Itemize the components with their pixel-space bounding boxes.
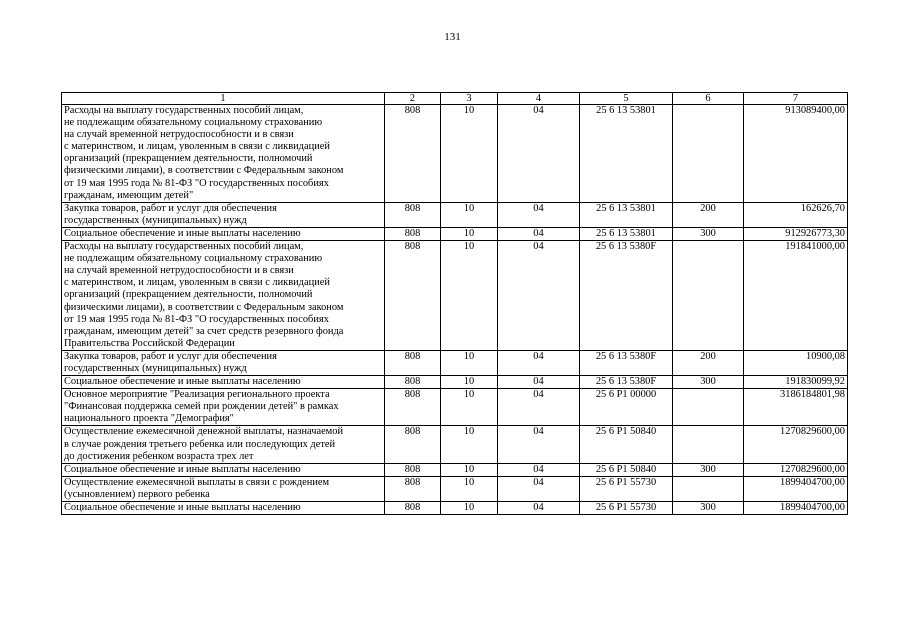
section-code: 10 xyxy=(441,350,498,375)
expense-type-code xyxy=(673,426,744,463)
ministry-code: 808 xyxy=(385,227,441,240)
column-header: 3 xyxy=(441,93,498,105)
amount-value: 912926773,30 xyxy=(744,227,848,240)
subsection-code: 04 xyxy=(498,476,580,501)
ministry-code: 808 xyxy=(385,426,441,463)
subsection-code: 04 xyxy=(498,350,580,375)
row-description: Социальное обеспечение и иные выплаты населению xyxy=(62,376,385,389)
expense-type-code xyxy=(673,476,744,501)
table-row xyxy=(62,376,848,389)
subsection-code: 04 xyxy=(498,389,580,426)
amount-value: 10900,08 xyxy=(744,350,848,375)
expense-type-code: 300 xyxy=(673,502,744,515)
column-header: 2 xyxy=(385,93,441,105)
expense-type-code xyxy=(673,389,744,426)
ministry-code: 808 xyxy=(385,389,441,426)
target-article-code: 25 6 P1 55730 xyxy=(580,476,673,501)
target-article-code: 25 6 P1 50840 xyxy=(580,426,673,463)
section-code: 10 xyxy=(441,376,498,389)
row-description: Закупка товаров, работ и услуг для обеспечения государственных (муниципальных) нужд xyxy=(62,350,385,375)
amount-value: 1899404700,00 xyxy=(744,502,848,515)
table-row xyxy=(62,476,848,501)
column-header: 7 xyxy=(744,93,848,105)
page-number: 131 xyxy=(444,31,461,43)
column-number-row xyxy=(62,93,848,105)
table-row xyxy=(62,463,848,476)
target-article-code: 25 6 13 53801 xyxy=(580,227,673,240)
amount-value: 1270829600,00 xyxy=(744,426,848,463)
amount-value: 162626,70 xyxy=(744,202,848,227)
section-code: 10 xyxy=(441,463,498,476)
expense-type-code: 200 xyxy=(673,202,744,227)
table-body xyxy=(62,105,848,515)
row-description: Закупка товаров, работ и услуг для обеспечения государственных (муниципальных) нужд xyxy=(62,202,385,227)
section-code: 10 xyxy=(441,105,498,203)
subsection-code: 04 xyxy=(498,241,580,351)
ministry-code: 808 xyxy=(385,105,441,203)
subsection-code: 04 xyxy=(498,376,580,389)
column-header: 1 xyxy=(62,93,385,105)
target-article-code: 25 6 13 53801 xyxy=(580,105,673,203)
target-article-code: 25 6 13 53801 xyxy=(580,202,673,227)
expense-type-code xyxy=(673,241,744,351)
table-row xyxy=(62,202,848,227)
ministry-code: 808 xyxy=(385,376,441,389)
table-row xyxy=(62,105,848,203)
row-description: Социальное обеспечение и иные выплаты населению xyxy=(62,227,385,240)
section-code: 10 xyxy=(441,202,498,227)
amount-value: 3186184801,98 xyxy=(744,389,848,426)
ministry-code: 808 xyxy=(385,463,441,476)
expense-type-code xyxy=(673,105,744,203)
subsection-code: 04 xyxy=(498,227,580,240)
ministry-code: 808 xyxy=(385,476,441,501)
row-description: Расходы на выплату государственных пособий лицам, не подлежащим обязательному социальному страхованию на случай временной нетрудоспособности и в связи с материнством, и лицам, уволенным в связи с ликвидацией организаций (прекращением деятельности, полномочий физическими лицами), в соответствии с Федеральным законом от 19 мая 1995 года № 81-ФЗ "О государственных пособиях гражданам, имеющим детей" xyxy=(62,105,385,203)
amount-value: 913089400,00 xyxy=(744,105,848,203)
target-article-code: 25 6 P1 50840 xyxy=(580,463,673,476)
table-row xyxy=(62,389,848,426)
table-row xyxy=(62,227,848,240)
ministry-code: 808 xyxy=(385,502,441,515)
row-description: Социальное обеспечение и иные выплаты населению xyxy=(62,463,385,476)
subsection-code: 04 xyxy=(498,105,580,203)
section-code: 10 xyxy=(441,241,498,351)
row-description: Осуществление ежемесячной денежной выплаты, назначаемой в случае рождения третьего ребенка или последующих детей до достижения ребенком возраста трех лет xyxy=(62,426,385,463)
ministry-code: 808 xyxy=(385,350,441,375)
column-header: 6 xyxy=(673,93,744,105)
subsection-code: 04 xyxy=(498,502,580,515)
column-header: 4 xyxy=(498,93,580,105)
table-row xyxy=(62,350,848,375)
ministry-code: 808 xyxy=(385,241,441,351)
section-code: 10 xyxy=(441,426,498,463)
expense-type-code: 200 xyxy=(673,350,744,375)
amount-value: 1899404700,00 xyxy=(744,476,848,501)
budget-table xyxy=(61,92,848,515)
table-row xyxy=(62,502,848,515)
expense-type-code: 300 xyxy=(673,376,744,389)
amount-value: 1270829600,00 xyxy=(744,463,848,476)
subsection-code: 04 xyxy=(498,202,580,227)
subsection-code: 04 xyxy=(498,463,580,476)
column-header: 5 xyxy=(580,93,673,105)
target-article-code: 25 6 P1 00000 xyxy=(580,389,673,426)
table-row xyxy=(62,241,848,351)
row-description: Осуществление ежемесячной выплаты в связи с рождением (усыновлением) первого ребенка xyxy=(62,476,385,501)
table-row xyxy=(62,426,848,463)
target-article-code: 25 6 13 5380F xyxy=(580,241,673,351)
subsection-code: 04 xyxy=(498,426,580,463)
row-description: Основное мероприятие "Реализация регионального проекта "Финансовая поддержка семей при рождении детей" в рамках национального проекта "Демография" xyxy=(62,389,385,426)
section-code: 10 xyxy=(441,502,498,515)
row-description: Расходы на выплату государственных пособий лицам, не подлежащим обязательному социальному страхованию на случай временной нетрудоспособности и в связи с материнством, и лицам, уволенным в связи с ликвидацией организаций (прекращением деятельности, полномочий физическими лицами), в соответствии с Федеральным законом от 19 мая 1995 года № 81-ФЗ "О государственных пособиях гражданам, имеющим детей" за счет средств резервного фонда Правительства Российской Федерации xyxy=(62,241,385,351)
section-code: 10 xyxy=(441,227,498,240)
ministry-code: 808 xyxy=(385,202,441,227)
amount-value: 191830099,92 xyxy=(744,376,848,389)
expense-type-code: 300 xyxy=(673,463,744,476)
row-description: Социальное обеспечение и иные выплаты населению xyxy=(62,502,385,515)
section-code: 10 xyxy=(441,476,498,501)
target-article-code: 25 6 P1 55730 xyxy=(580,502,673,515)
amount-value: 191841000,00 xyxy=(744,241,848,351)
target-article-code: 25 6 13 5380F xyxy=(580,376,673,389)
section-code: 10 xyxy=(441,389,498,426)
target-article-code: 25 6 13 5380F xyxy=(580,350,673,375)
expense-type-code: 300 xyxy=(673,227,744,240)
